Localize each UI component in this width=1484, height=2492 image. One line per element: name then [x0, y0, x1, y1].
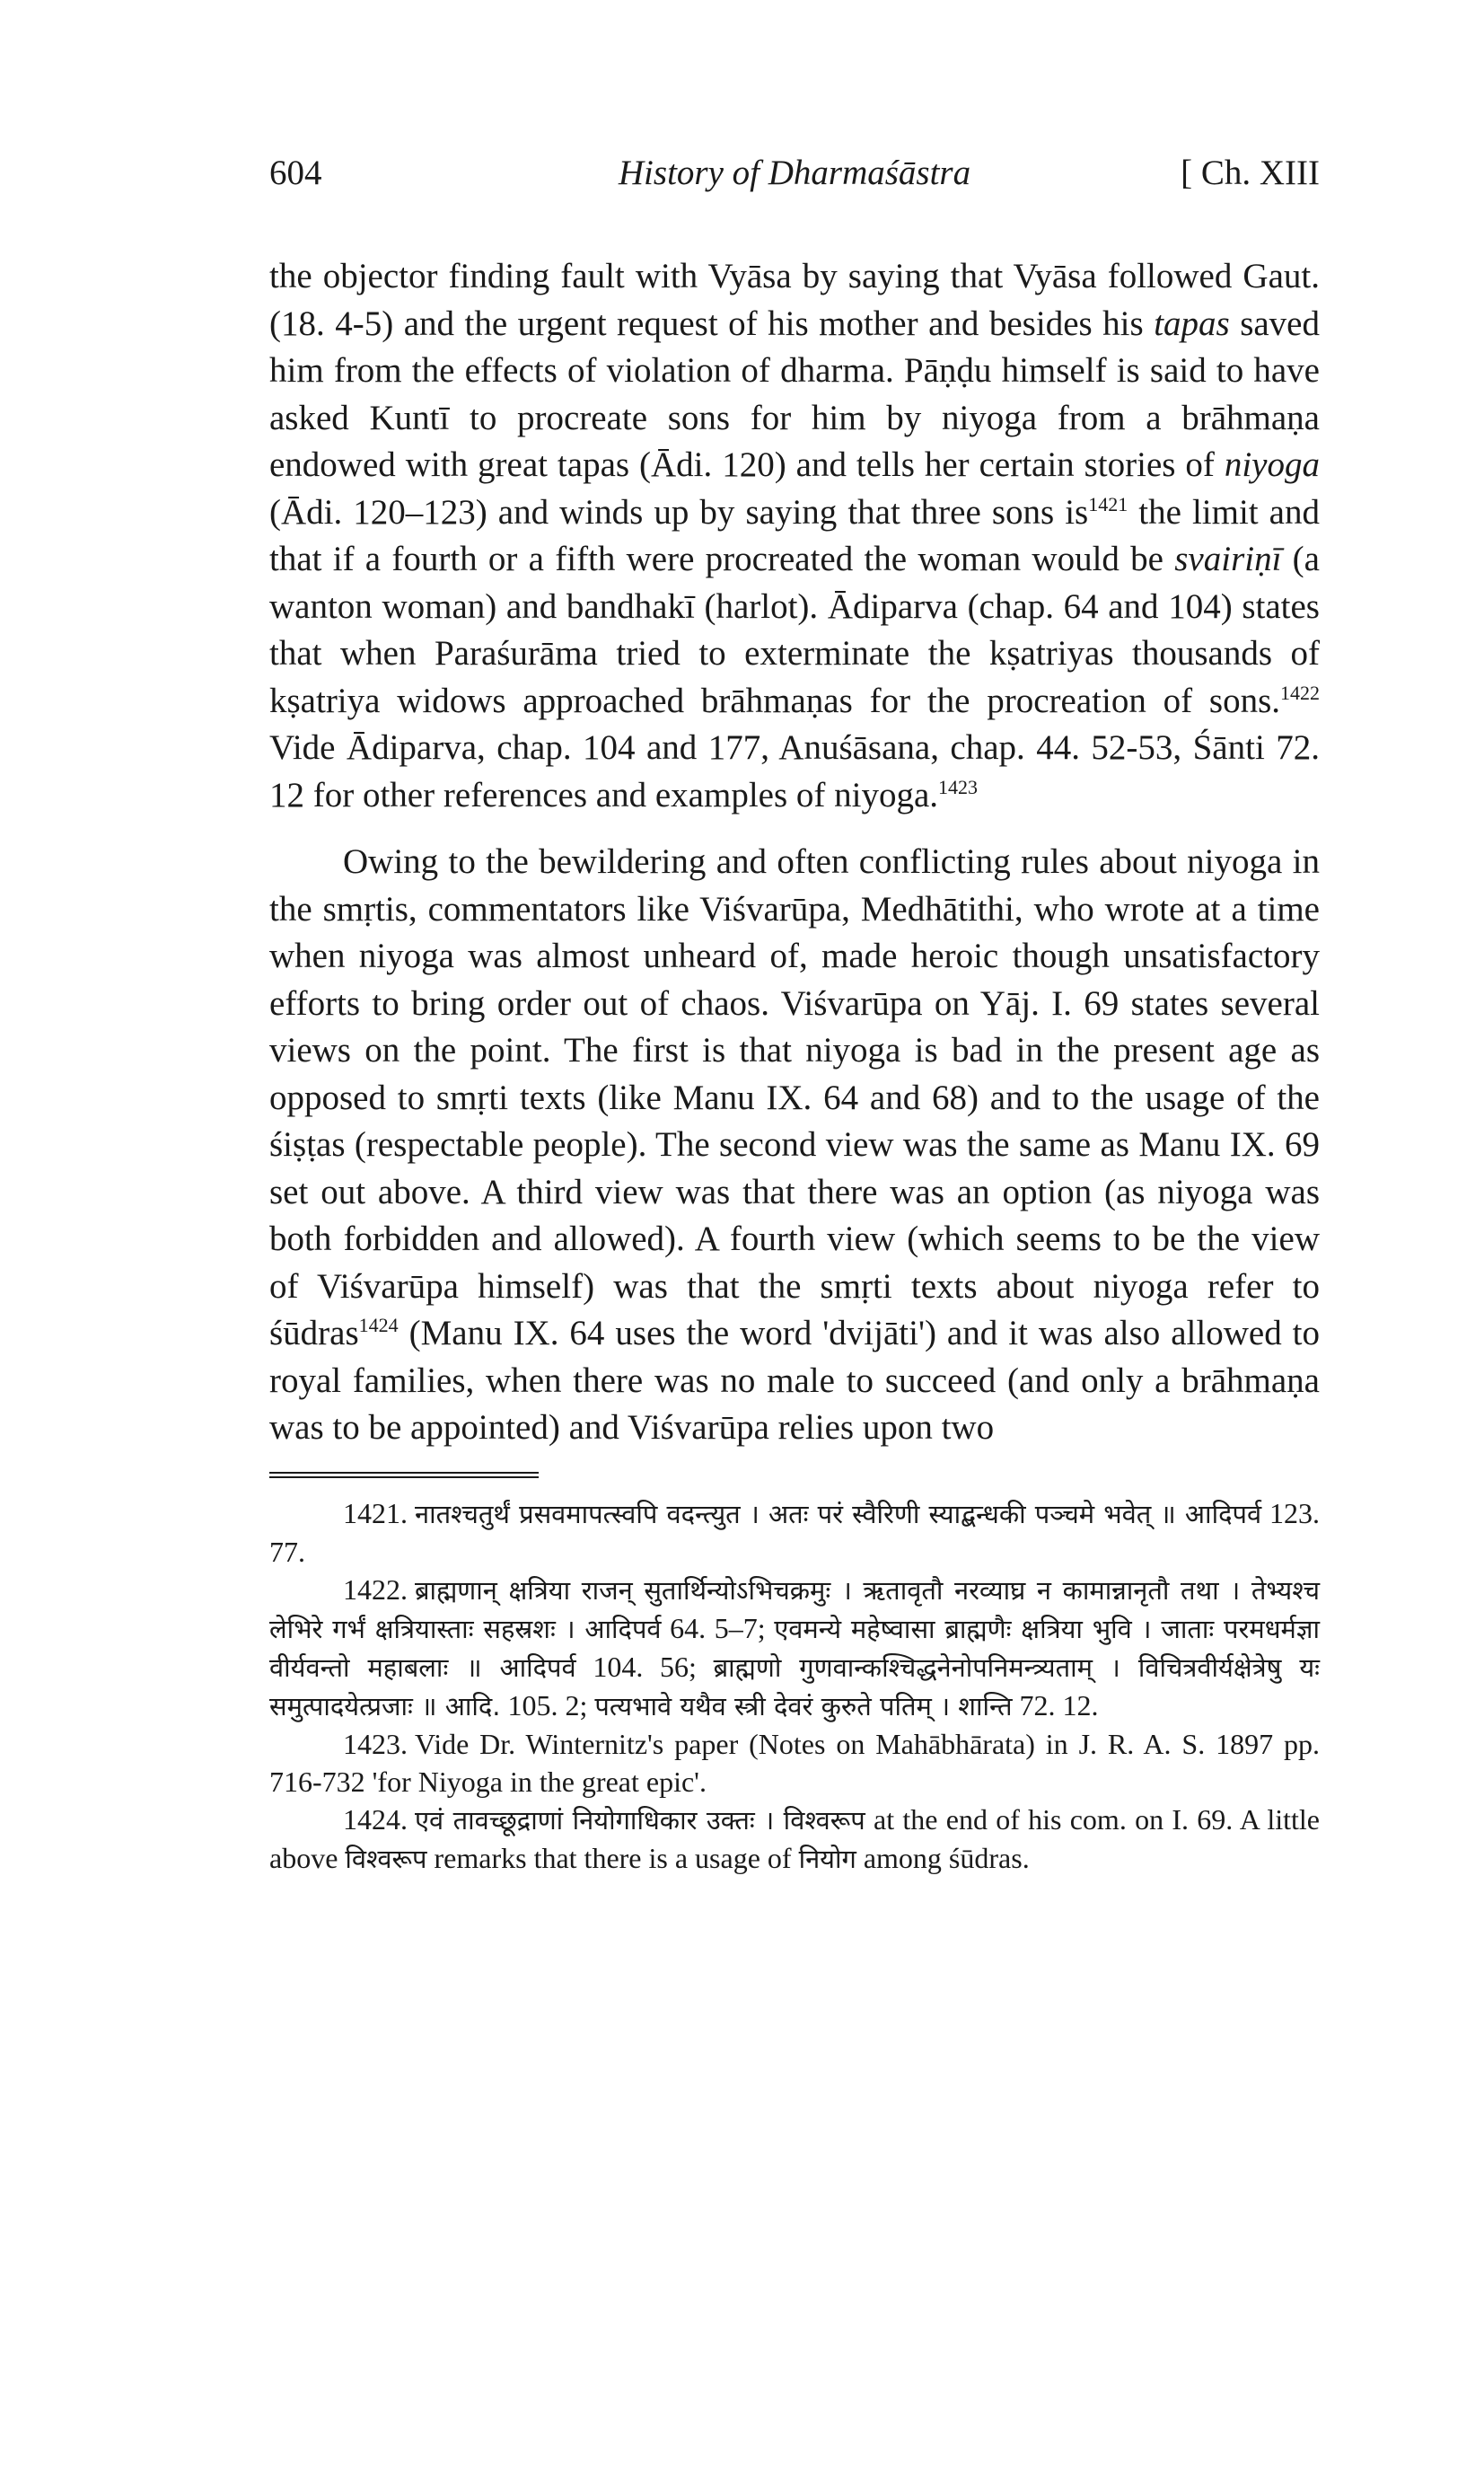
- paragraph-1: [269, 253, 1320, 819]
- text-run: 72. 12.: [1012, 1688, 1099, 1722]
- paragraph-2: [269, 839, 1320, 1452]
- footnote-1423: [269, 1725, 1320, 1801]
- footnote-ref[interactable]: 1421: [1088, 492, 1128, 515]
- sanskrit-quote: एवमन्ये महेष्वासा ब्राह्मणैः क्षत्रिया भुवि । जाताः परमधर्मज्ञा वीर्यवन्तो महाबलाः ॥ आदिपर्व: [269, 1613, 1320, 1683]
- italic-term: tapas: [1154, 304, 1230, 343]
- footnote-ref[interactable]: 1423: [938, 775, 979, 798]
- main-text: [269, 253, 1320, 1452]
- footnote-number: 1424.: [343, 1802, 408, 1836]
- footnote-1421: [269, 1494, 1320, 1571]
- page-number: 604: [269, 154, 322, 192]
- text-run: at the end of his com. on I. 69. A little above: [269, 1802, 1321, 1874]
- footnote-divider: [269, 1472, 539, 1478]
- footnotes: [269, 1494, 1320, 1878]
- italic-term: niyoga: [1224, 445, 1320, 484]
- text-run: 123. 77.: [269, 1496, 1321, 1568]
- footnote-number: 1422.: [343, 1572, 408, 1606]
- text-run: (Manu IX. 64 uses the word 'dvijāti') and it was also allowed to royal families, when there was no male to succeed (and only a brāhmaṇa was to be appointed) and Viśvarūpa relies upon two: [269, 1314, 1320, 1447]
- sanskrit-quote: ब्राह्मणो गुणवान्कश्चिद्धनेनोपनिमन्त्र्यताम् । विचित्रवीर्यक्षेत्रेषु यः समुत्पादयेत्प्रजाः ॥ आदि.: [269, 1651, 1320, 1722]
- footnote-number: 1423.: [343, 1727, 408, 1760]
- sanskrit-quote: ब्राह्मणान् क्षत्रिया राजन् सुतार्थिन्योऽभिचक्रमुः । ऋतावृतौ नरव्याघ्र न कामान्नानृतौ तथा । तेभ्यश्च लेभिरे गर्भं क्षत्रियास्ताः सहस्रशः । आदिपर्व: [269, 1574, 1320, 1644]
- page: [269, 153, 1320, 1878]
- running-title: History of Dharmaśāstra: [618, 154, 971, 192]
- text-run: Vide Dr. Winternitz's paper (Notes on Mahābhārata) in J. R. A. S. 1897 pp. 716-732 'for Niyoga in the great epic'.: [269, 1727, 1320, 1798]
- footnote-ref[interactable]: 1424: [358, 1314, 399, 1336]
- text-run: Vide Ādiparva, chap. 104 and 177, Anuśāsana, chap. 44. 52-53, Śānti 72. 12 for other references and examples of niyoga.: [269, 728, 1320, 815]
- text-run: (Ādi. 120–123) and winds up by saying that three sons is: [269, 492, 1089, 532]
- footnote-number: 1421.: [343, 1496, 408, 1529]
- sanskrit-quote: पत्यभावे यथैव स्त्री देवरं कुरुते पतिम् । शान्ति: [594, 1690, 1013, 1722]
- sanskrit-term: विश्वरूप: [345, 1843, 427, 1874]
- italic-term: svairiṇī: [1174, 540, 1282, 578]
- footnote-ref[interactable]: 1422: [1280, 681, 1320, 704]
- text-run: the objector finding fault with Vyāsa by saying that Vyāsa followed Gaut. (18. 4-5) and the urgent request of his mother and besides his: [269, 257, 1320, 343]
- footnote-1422: [269, 1571, 1320, 1725]
- sanskrit-quote: नातश्चतुर्थं प्रसवमापत्स्वपि वदन्त्युत । अतः परं स्वैरिणी स्याद्बन्धकी पञ्चमे भवेत् ॥ आदिपर्व: [415, 1498, 1262, 1529]
- text-run: 104. 56;: [575, 1650, 714, 1683]
- text-run: remarks that there is a usage of: [426, 1841, 799, 1874]
- text-run: saved him from the effects of violation of dharma. Pāṇḍu himself is said to have asked Kuntī to procreate sons for him by niyoga from a brāhmaṇa endowed with great tapas (Ādi. 120) and tells her certain stories of: [269, 304, 1320, 484]
- text-run: 105. 2;: [500, 1688, 595, 1722]
- text-run: Owing to the bewildering and often conflicting rules about niyoga in the smṛtis, commentators like Viśvarūpa, Medhātithi, who wrote at a time when niyoga was almost unheard of, made heroic though unsatisfactory efforts to bring order out of chaos. Viśvarūpa on Yāj. I. 69 states several views on the point. The first is that niyoga is bad in the present age as opposed to smṛti texts (like Manu IX. 64 and 68) and to the usage of the śiṣṭas (respectable people). The second view was the same as Manu IX. 69 set out above. A third view was that there was an option (as niyoga was both forbidden and allowed). A fourth view (which seems to be the view of Viśvarūpa himself) was that the smṛti texts about niyoga refer to śūdras: [269, 842, 1320, 1352]
- running-header: [269, 153, 1320, 207]
- text-run: 64. 5–7;: [661, 1611, 775, 1644]
- text-run: the limit and that if a fourth or a fifth were procreated the woman would be: [269, 492, 1320, 578]
- text-run: among śūdras.: [856, 1841, 1030, 1874]
- footnote-1424: [269, 1801, 1320, 1878]
- text-run: (a wanton woman) and bandhakī (harlot). Ādiparva (chap. 64 and 104) states that when Paraśurāma tried to exterminate the kṣatriyas thousands of kṣatriya widows approached brāhmaṇas for the procreation of sons.: [269, 540, 1320, 720]
- sanskrit-quote: एवं तावच्छूद्राणां नियोगाधिकार उक्तः । विश्वरूप: [415, 1804, 865, 1836]
- chapter-label: [ Ch. XIII: [1181, 154, 1320, 192]
- sanskrit-term: नियोग: [798, 1843, 856, 1874]
